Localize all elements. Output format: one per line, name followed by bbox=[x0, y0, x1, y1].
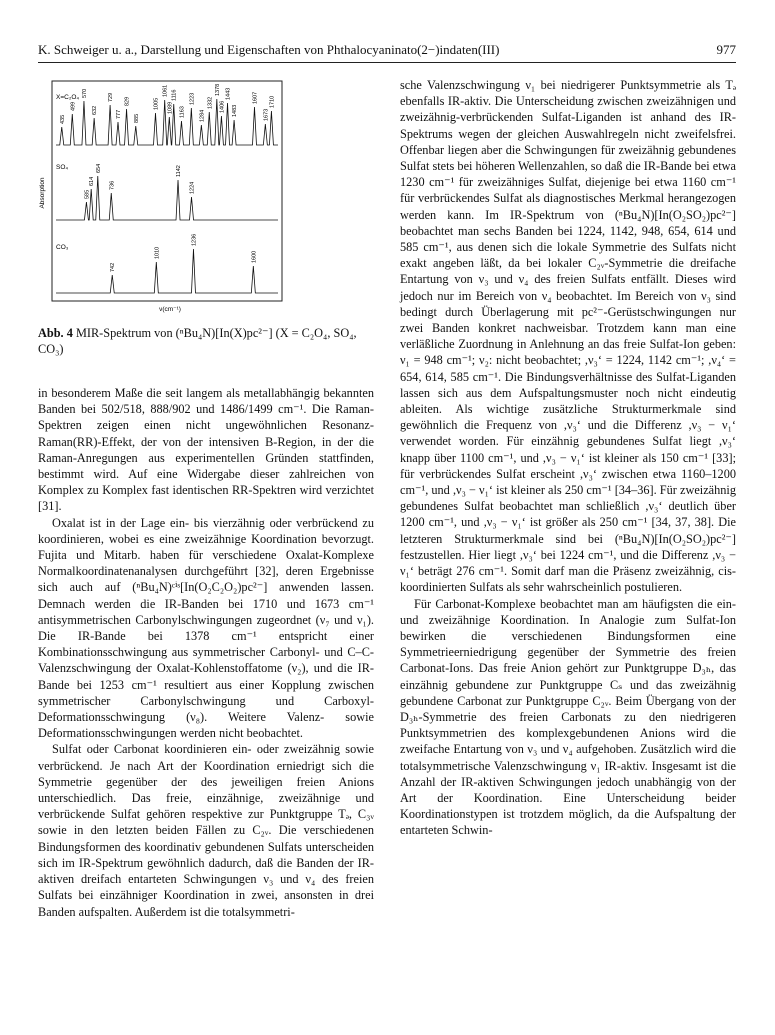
peak-label: 654 bbox=[95, 163, 102, 173]
peak-label: 570 bbox=[81, 88, 88, 98]
peak-label: 885 bbox=[133, 113, 140, 123]
peak-label: 1061 bbox=[162, 84, 169, 97]
peak-label: 1223 bbox=[189, 92, 196, 105]
right-paragraph: sche Valenzschwingung ν₁ bei niedrigerer Punktsymmetrie als Tₔ ebenfalls IR-aktiv. Die Unterscheidung zwischen zweizähnigen und zweizähnig-verbrückenden Sulfat-Liganden ist anhand des IR-Spektrums wegen der gleichen Auswahlregeln nicht zweifelsfrei. Offenbar liegen aber die Schwingungen für zweizähnig gebundenes Sulfat stets bei höheren Wellenzahlen, so daß die IR-Bande bei etwa 1230 cm⁻¹ für zweizähniges Sulfat, diejenige bei etwa 1160 cm⁻¹ für verbrückendes Sulfat als diagnostisches Merkmal herangezogen werden kann. Im IR-Spektrum von (ⁿBu₄N)[In(O₂SO₂)pc²⁻] beobachtet man sechs Banden bei 1224, 1142, 948, 654, 614 und 585 cm⁻¹, aus denen sich die lokale Symmetrie des Sulfats nicht exakt angeben läßt, da bei lokaler C₂ᵥ-Symmetrie die dreifache Entartung von ν₃ und ν₄ des freien Sulfats entfällt. Dieses wird jedoch nur im Bereich von ν₄ beobachtet. Im Bereich von ν₃ sind bedingt durch Überlagerung mit pc²⁻-Gerüstschwingungen nur zwei Banden konkret nachweisbar. Trotzdem kann man eine verläßliche Zuordnung in Anlehnung an das freie Sulfat-Ion geben: ν₁ = 948 cm⁻¹; ν₂: nicht beobachtet; ,ν₃‘ = 1224, 1142 cm⁻¹; ,ν₄‘ = 654, 614, 585 cm⁻¹. Die Bindungsverhältnisse des Sulfat-Liganden lassen sich aus dem Aufspaltungsmuster noch nicht eindeutig ableiten. Als wichtige zusätzliche Strukturmerkmale sind gewöhnlich die Frequenz von ,ν₃‘ und die Differenz ,ν₃ − ν₁‘ verwendet worden. Für einzähnig gebundenes Sulfat liegt ,ν₃‘ knapp über 1100 cm⁻¹, und ,ν₃ − ν₁‘ ist kleiner als 150 cm⁻¹ [33]; für verbrückendes Sulfat erscheint ,ν₃‘ zwischen etwa 1160–1200 cm⁻¹, und ,ν₃ − ν₁‘ ist kleiner als 250 cm⁻¹ [34–36]. Für zweizähnig gebundenes Sulfat beobachtet man schließlich ,ν₃‘ deutlich über 1200 cm⁻¹, und ,ν₃ − ν₁‘ ist größer als 250 cm⁻¹ [34, 37, 38]. Die letzteren Strukturmerkmale sind bei (ⁿBu₄N)[In(O₂SO₂)pc²⁻] festzustellen. Hier liegt ,ν₃‘ bei 1224 cm⁻¹, und die Differenz ,ν₃ − ν₁‘ beträgt 276 cm⁻¹. Somit darf man die Präsenz zweizähnig, cis-koordinierten Sulfats als sehr wahrscheinlich postulieren. bbox=[400, 78, 736, 595]
peak-label: 632 bbox=[92, 105, 99, 115]
peak-label: 1005 bbox=[153, 97, 160, 110]
peak-label: 1116 bbox=[171, 89, 178, 101]
peak-label: 1673 bbox=[263, 108, 270, 121]
peak-label: 1163 bbox=[179, 106, 186, 118]
running-title: K. Schweiger u. a., Darstellung und Eigenschaften von Phthalocyaninato(2−)indaten(III) bbox=[38, 42, 500, 57]
peak-label: 435 bbox=[59, 114, 66, 124]
peak-label: 1142 bbox=[176, 165, 183, 177]
peak-label: 829 bbox=[124, 96, 131, 106]
peak-label: 1284 bbox=[199, 109, 206, 123]
left-paragraph: Sulfat oder Carbonat koordinieren ein- oder zweizähnig sowie verbrückend. Je nach Art der Koordination erniedrigt sich die Symmetrie gegenüber der des jeweiligen freien Anions unterschiedlich. Das freie, einzähnige, zweizähnige und verbrückende Sulfat gehören respektive zur Punktgruppe Tₔ, C₃ᵥ sowie in den letzten beiden Fällen zu C₂ᵥ. Die verschiedenen Bindungsformen des koordinativ gebundenen Sulfats unterscheiden sich im IR-Spektrum gewöhnlich dadurch, daß die Banden der IR-aktiven dreifach entarteten Schwingungen ν₃ und ν₄ des freien Sulfats bei einzähniger Koordination in zwei, ansonsten in drei Banden aufspalten. Außerdem ist die totalsymmetri- bbox=[38, 742, 374, 919]
peak-label: 585 bbox=[84, 189, 91, 199]
trace-label: CO₃ bbox=[56, 244, 69, 251]
peak-label: 1089 bbox=[167, 101, 174, 114]
trace-label: X=C₂O₄ bbox=[56, 94, 80, 101]
peak-label: 614 bbox=[89, 176, 96, 186]
ir-spectrum-figure bbox=[38, 75, 374, 337]
running-header bbox=[38, 40, 736, 63]
peak-label: 1483 bbox=[232, 104, 239, 117]
peak-label: 1710 bbox=[269, 95, 276, 108]
peak-label: 729 bbox=[108, 92, 115, 102]
trace-label: SO₄ bbox=[56, 164, 69, 171]
peak-label: 1607 bbox=[252, 91, 259, 104]
peak-label: 1010 bbox=[154, 246, 161, 259]
peak-label: 1378 bbox=[214, 83, 221, 96]
peak-label: 1600 bbox=[251, 250, 258, 263]
peak-label: 1443 bbox=[225, 87, 232, 100]
right-column bbox=[400, 77, 736, 839]
peak-label: 1406 bbox=[219, 100, 226, 113]
peak-label: 1236 bbox=[191, 233, 198, 246]
y-axis-label: Absorption bbox=[39, 177, 46, 209]
caption-text: MIR-Spektrum von (ⁿBu₄N)[In(X)pc²⁻] (X = C₂O₄, SO₄, CO₃) bbox=[38, 326, 357, 357]
figure-caption bbox=[38, 325, 374, 357]
peak-label: 736 bbox=[109, 180, 116, 190]
spectrum-traces bbox=[56, 84, 278, 293]
peak-label: 742 bbox=[110, 262, 117, 272]
left-paragraph: in besonderem Maße die seit langem als metallabhängig bekannten Banden bei 502/518, 888/902 und 1486/1499 cm⁻¹. Die Raman-Spektren zeigen einen nicht ungewöhnlichen Resonanz-Raman(RR)-Effekt, der von der intensiven B-Region, in der die Raman-Anregungen aus experimentellen Gründen stattfinden, bestimmt wird. Auf eine Widergabe dieser zahlreichen von Komplex zu Komplex fast identischen RR-Spektren wird verzichtet [31]. bbox=[38, 386, 374, 514]
right-paragraph: Für Carbonat-Komplexe beobachtet man am häufigsten die ein- und zweizähnige Koordination. In Analogie zum Sulfat-Ion bewirken die verschiedenen Bindungsformen eine Symmetrieerniedrigung gegenüber der Symmetrie des freien Carbonat-Ions. Das freie Anion gehört zur Punktgruppe D₃ₕ, das einzähnig gebundene zur Punktgruppe Cₛ und das zweizähnig gebundene Carbonat zur Punktgruppe C₂ᵥ. Beim Übergang von der D₃ₕ-Symmetrie des freien Carbonats zu den niedrigeren Punktsymmetrien des komplexgebundenen Anions wird die zweifache Entartung von ν₃ und ν₄ aufgehoben. Zusätzlich wird die totalsymmetrische Valenzschwingung ν₁ IR-aktiv. Insgesamt ist die Anzahl der IR-aktiven Schwingungen jedoch unabhängig von der Art der Koordination. Eine Unterscheidung beider Koordinationstypen ist trotzdem möglich, da die Aufspaltung der entarteten Schwin- bbox=[400, 596, 736, 838]
page-number: 977 bbox=[716, 42, 736, 57]
caption-label: Abb. 4 bbox=[38, 326, 73, 340]
left-column bbox=[38, 385, 374, 920]
peak-label: 1224 bbox=[189, 181, 196, 194]
peak-label: 777 bbox=[115, 109, 122, 119]
peak-label: 1332 bbox=[207, 96, 214, 109]
left-paragraph: Oxalat ist in der Lage ein- bis vierzähnig oder verbrückend zu koordinieren, wobei es eine zweizähnige Koordination bevorzugt. Fujita und Mitarb. haben für verschiedene Oxalat-Komplexe Normalkoordinatenanalysen durchgeführt [32], deren Ergebnisse sich auch auf (ⁿBu₄N)ᶜⁱˢ[In(O₂C₂O₂)pc²⁻] anwenden lassen. Demnach werden die IR-Banden bei 1710 und 1673 cm⁻¹ antisymmetrischen Carbonylschwingungen zugeordnet (ν₇ und ν₁). Die IR-Bande bei 1378 cm⁻¹ entspricht einer Kombinationsschwingung aus symmetrischer Carbonyl- und C–C-Valenzschwingung der Oxalat-Kohlenstoffatome (ν₂), und die IR-Bande bei 1253 cm⁻¹ resultiert aus einer Kopplung zwischen symmetrischer Carbonylschwingung und Carboxyl-Deformationsschwingung (ν₈). Weitere Valenz- sowie Deformationsschwingungen werden nicht beobachtet. bbox=[38, 515, 374, 741]
x-axis-label: ν(cm⁻¹) bbox=[159, 306, 181, 313]
peak-label: 499 bbox=[70, 101, 77, 111]
